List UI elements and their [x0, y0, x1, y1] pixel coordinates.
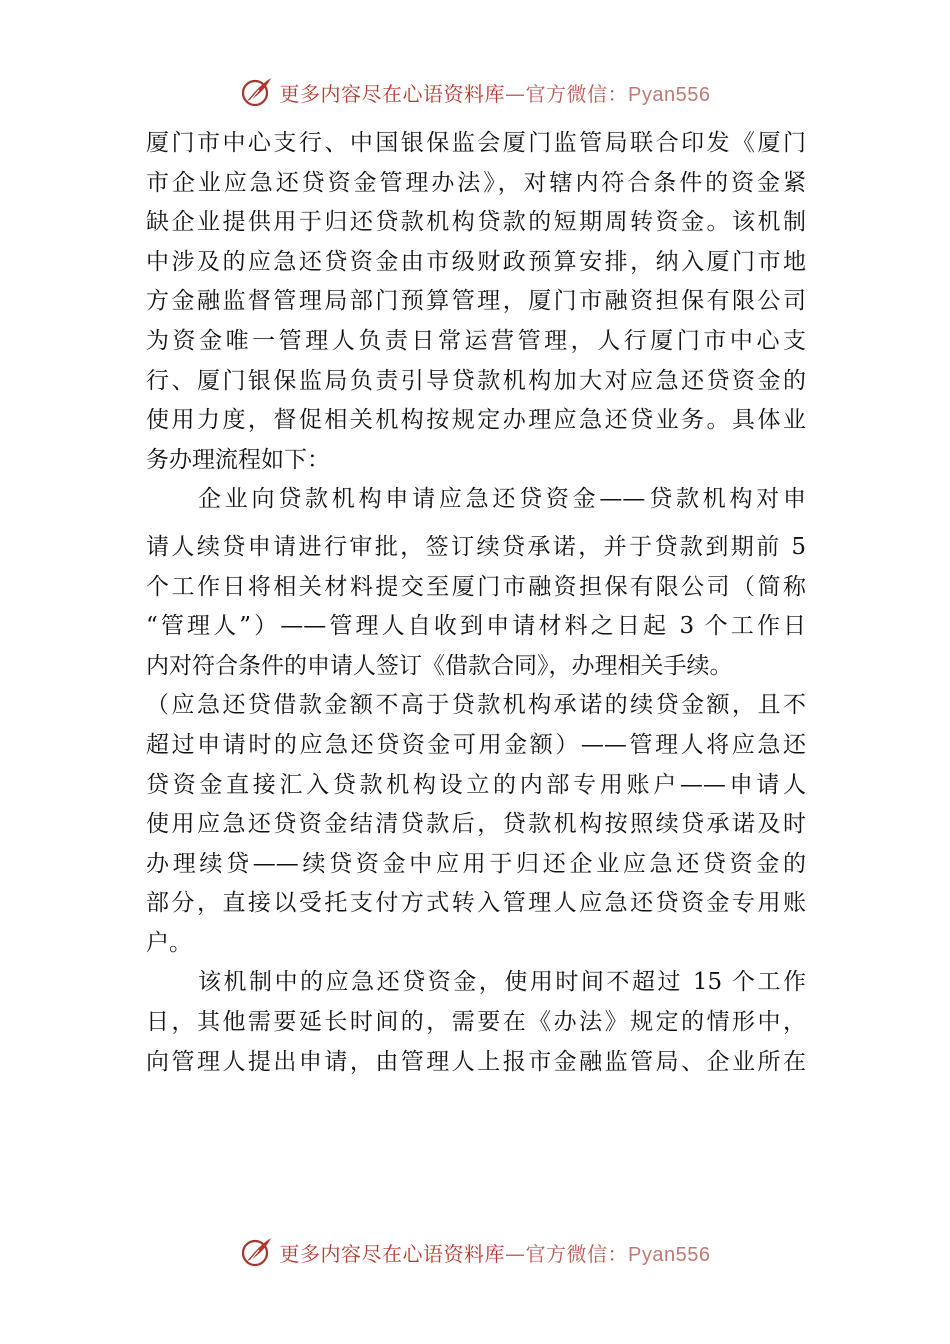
body-line: 户。	[146, 929, 192, 956]
body-line: 厦门市中心支行、中国银保监会厦门监管局联合印发《厦门	[146, 130, 806, 156]
quill-pen-logo-icon	[240, 1235, 274, 1269]
header-banner	[0, 72, 950, 112]
body-line: 中涉及的应急还贷资金由市级财政预算安排，纳入厦门市地	[146, 248, 806, 275]
header-brand: 更多内容尽在心语资料库	[279, 81, 506, 106]
body-line: 使用力度，督促相关机构按规定办理应急还贷业务。具体业	[146, 407, 806, 434]
body-line: 日，其他需要延长时间的，需要在《办法》规定的情形中，	[146, 1009, 806, 1036]
body-line: 部分，直接以受托支付方式转入管理人应急还贷资金专用账	[146, 890, 806, 917]
paragraph-gap	[146, 520, 806, 528]
body-line: 为资金唯一管理人负责日常运营管理，人行厦门市中心支	[146, 327, 806, 354]
body-line: 贷资金直接汇入贷款机构设立的内部专用账户——申请人	[146, 771, 806, 798]
quill-pen-logo-icon	[240, 75, 274, 109]
body-line: 企业向贷款机构申请应急还贷资金——贷款机构对申	[198, 486, 806, 513]
header-wechat-label: 官方微信：	[525, 81, 629, 106]
header-banner-text	[280, 78, 711, 107]
footer-brand: 更多内容尽在心语资料库	[279, 1241, 506, 1266]
body-line: 方金融监督管理局部门预算管理，厦门市融资担保有限公司	[146, 288, 806, 315]
body-line: 内对符合条件的申请人签订《借款合同》，办理相关手续。	[146, 652, 733, 679]
body-line: 个工作日将相关材料提交至厦门市融资担保有限公司（简称	[146, 573, 806, 600]
body-line: 务办理流程如下：	[146, 446, 330, 473]
footer-wechat-id: Pyan556	[628, 1243, 711, 1266]
body-line: 向管理人提出申请，由管理人上报市金融监管局、企业所在	[146, 1048, 806, 1075]
footer-banner-text	[280, 1238, 711, 1267]
header-wechat-id: Pyan556	[628, 83, 711, 106]
body-line: 市企业应急还贷资金管理办法》，对辖内符合条件的资金紧	[146, 169, 806, 196]
footer-wechat-label: 官方微信：	[525, 1241, 629, 1266]
footer-banner	[0, 1232, 950, 1272]
body-line: 该机制中的应急还贷资金，使用时间不超过 15 个工作	[198, 969, 806, 996]
body-line: 缺企业提供用于归还贷款机构贷款的短期周转资金。该机制	[146, 209, 806, 236]
body-line: 请人续贷申请进行审批，签订续贷承诺，并于贷款到期前 5	[146, 533, 806, 560]
footer-banner-inner	[240, 1235, 711, 1269]
body-line: 行、厦门银保监局负责引导贷款机构加大对应急还贷资金的	[146, 367, 806, 394]
document-body	[146, 124, 806, 1082]
footer-separator: —	[505, 1241, 526, 1266]
body-line: 超过申请时的应急还贷资金可用金额）——管理人将应急还	[146, 731, 806, 758]
header-banner-inner	[240, 75, 711, 109]
body-line: 使用应急还贷资金结清贷款后，贷款机构按照续贷承诺及时	[146, 811, 806, 838]
body-line: 办理续贷——续贷资金中应用于归还企业应急还贷资金的	[146, 850, 806, 877]
body-line: （应急还贷借款金额不高于贷款机构承诺的续贷金额，且不	[146, 692, 806, 719]
header-separator: —	[505, 81, 526, 106]
body-line: “管理人”）——管理人自收到申请材料之日起 3 个工作日	[146, 613, 806, 640]
